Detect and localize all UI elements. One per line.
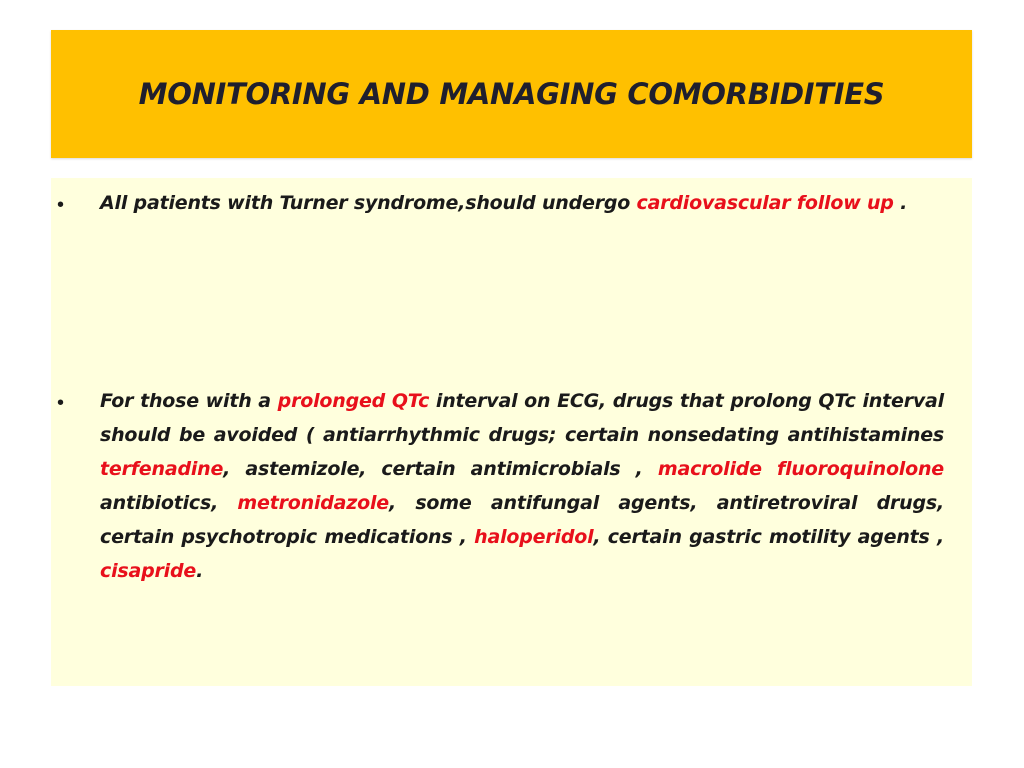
bullet-marker: • [57, 392, 65, 414]
bullet-text [100, 186, 944, 220]
highlight-text: metronidazole [237, 492, 389, 514]
highlight-text: prolonged QTc [277, 390, 430, 412]
highlight-text: terfenadine [100, 458, 224, 480]
slide-title: MONITORING AND MANAGING COMORBIDITIES [138, 77, 885, 111]
highlight-text: macrolide fluoroquinolone [657, 458, 944, 480]
text-segment: , astemizole, certain antimicrobials , [223, 458, 658, 480]
text-segment: . [196, 560, 204, 582]
bullet-text [100, 384, 944, 588]
text-segment: antibiotics, [100, 492, 238, 514]
content-panel [51, 178, 972, 686]
text-segment: , some antifungal agents, antiretroviral drugs, certain psychotropic medications , [100, 492, 944, 548]
text-segment: All patients with Turner syndrome,should undergo [100, 192, 637, 214]
highlight-text: cisapride [100, 560, 197, 582]
text-segment: interval on ECG, drugs that prolong QTc interval should be avoided ( antiarrhythmic drugs; certain nonsedating antihistamines [100, 390, 944, 446]
highlight-text: cardiovascular follow up [636, 192, 894, 214]
text-segment: , certain gastric motility agents , [593, 526, 944, 548]
highlight-text: haloperidol [474, 526, 594, 548]
bullet-marker: • [57, 194, 65, 216]
text-segment: . [893, 192, 908, 214]
text-segment: For those with a [100, 390, 278, 412]
title-band [51, 30, 972, 158]
